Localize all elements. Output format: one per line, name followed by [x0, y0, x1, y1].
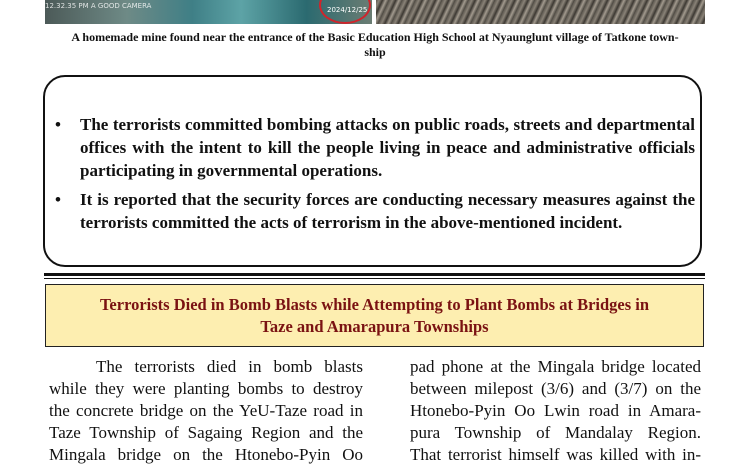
article-line: pura Township of Mandalay Region. — [410, 423, 701, 442]
photo-caption — [45, 30, 705, 60]
bullet-dot: • — [55, 190, 61, 209]
bullet-item-1 — [55, 113, 695, 182]
photo-school-entrance — [45, 0, 372, 24]
bullet-text: It is reported that the security forces are conducting necessary measures against the terrorists committed the acts of terrorism in the above-mentioned incident. — [80, 190, 695, 232]
bullet-list — [55, 113, 695, 240]
article-line: That terrorist himself was killed with in- — [410, 445, 701, 464]
photo-homemade-mine — [376, 0, 705, 24]
headline-line-1: Terrorists Died in Bomb Blasts while Attempting to Plant Bombs at Bridges in — [99, 294, 650, 314]
article-headline — [60, 294, 690, 338]
bullet-text: The terrorists committed bombing attacks on public roads, streets and departmental offices with the intent to kill the people living in peace and administrative officials participating in governmental operations. — [80, 115, 695, 180]
bullet-item-2 — [55, 188, 695, 234]
article-line: while they were planting bombs to destroy — [49, 379, 363, 398]
article-column-left — [49, 356, 363, 466]
photo-date-stamp: 2024/12/25 — [327, 6, 368, 14]
separator-rule-thick — [44, 273, 705, 276]
article-column-right — [410, 356, 701, 466]
photo-timestamp: 12.32.35 PM A GOOD CAMERA — [45, 2, 152, 10]
caption-line-1: A homemade mine found near the entrance of the Basic Education High School at Nyaunglunt village of Tatkone town- — [71, 30, 679, 44]
article-line: Htonebo-Pyin Oo Lwin road in Amara- — [410, 401, 701, 420]
article-line: The terrorists died in bomb blasts — [96, 357, 363, 376]
article-line: the concrete bridge on the YeU-Taze road in — [49, 401, 363, 420]
caption-line-2: ship — [364, 45, 386, 59]
article-line: Mingala bridge on the Htonebo-Pyin Oo — [49, 445, 363, 464]
article-line: pad phone at the Mingala bridge located — [410, 357, 701, 376]
headline-line-2: Taze and Amarapura Townships — [260, 316, 489, 336]
bullet-dot: • — [55, 115, 61, 134]
headline-box — [45, 284, 704, 347]
separator-rule-thin — [44, 278, 705, 279]
article-line: Taze Township of Sagaing Region and the — [49, 423, 363, 442]
article-line: between milepost (3/6) and (3/7) on the — [410, 379, 701, 398]
